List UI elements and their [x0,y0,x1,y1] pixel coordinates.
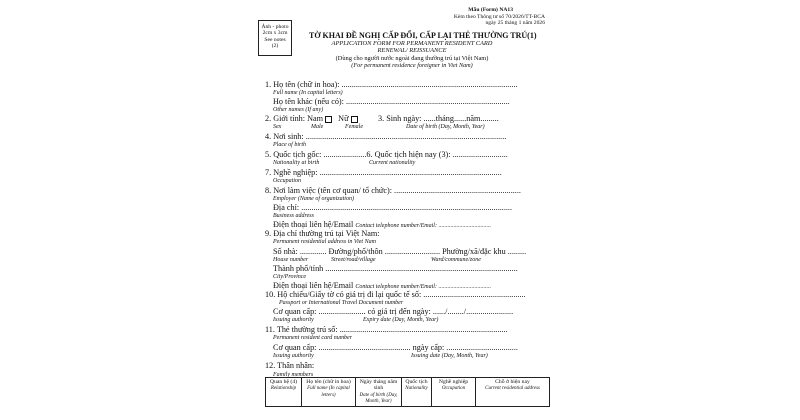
field-street-en: Street/road/village [331,257,376,263]
field-house-street-ward[interactable]: Số nhà: ............. Đường/phố/thôn ........................... Phường/xã/đặc khu ......... [273,247,527,256]
form-note-vi: (Dùng cho người nước ngoài đang thường trú tại Việt Nam) [335,55,489,62]
form-code: Mẫu (Form) NA13 Kèm theo Thông tư số 70/2026/TT-BCA ngày 25 tháng 1 năm 2026 [453,7,545,27]
field-card-authority-en: Issuing authority [273,353,314,359]
field-place-of-birth[interactable]: 4. Nơi sinh: .................................................................................................. [265,132,507,141]
female-checkbox[interactable] [351,116,358,123]
field-family: 12. Thân nhân: [265,361,315,370]
field-employer-en: Employer (Name of organization) [273,196,354,202]
family-table [265,377,550,407]
field-city[interactable]: Thành phố/tỉnh .............................................................................................. [273,264,518,273]
col-full-name: Họ tên (chữ in hoa) Full name (In capital letters) [302,378,356,407]
photo-box: Ảnh - photo 2cm x 3cm See notes (2) [258,20,292,56]
field-nationality[interactable]: 5. Quốc tịch gốc: .....................6. Quốc tịch hiện nay (3): ........................... [265,150,508,159]
field-business-address[interactable]: Địa chỉ: ....................................................................................................... [273,203,513,212]
field-female-en: Female [345,124,363,130]
field-employer[interactable]: 8. Nơi làm việc (tên cơ quan/ tổ chức): .............................................................. [265,186,521,195]
field-occupation[interactable]: 7. Nghề nghiệp: ......................................................................................... [265,168,502,177]
field-permanent-address-en: Permanent residential address in Viet Nam [273,239,376,245]
field-ward-en: Ward/commune/zone [431,257,481,263]
field-card-number[interactable]: 11. Thẻ thường trú số: .................................................................................. [265,325,508,334]
field-passport[interactable]: 10. Hộ chiếu/Giấy tờ có giá trị đi lại quốc tế số: .................................................. [265,290,526,299]
field-contact-1[interactable]: Điện thoại liên hệ/Email Contact telephone number/Email: ................................... [273,220,491,229]
field-card-number-en: Permanent resident card number [273,335,353,341]
col-relationship: Quan hệ (4) Relationship [266,378,302,407]
col-occupation: Nghề nghiệp Occupation [432,378,476,407]
field-issuing-date-en: Issuing date (Day, Month, Year) [411,353,488,359]
table-row [266,378,550,407]
field-place-of-birth-en: Place of birth [273,142,306,148]
col-address: Chỗ ở hiện nay Current residential address [476,378,550,407]
male-checkbox[interactable] [325,116,332,123]
field-dob-en: Date of birth (Day, Month, Year) [406,124,485,130]
form-title-vi: TỜ KHAI ĐỀ NGHỊ CẤP ĐỔI, CẤP LẠI THẺ THƯỜNG TRÚ(1) [309,31,537,40]
field-sex-en: Sex [273,124,282,130]
field-passport-authority-en: Issuing authority [273,317,314,323]
field-contact-2[interactable]: Điện thoại liên hệ/Email Contact telephone number/Email: ................................... [273,281,491,290]
field-house-en: House number [273,257,309,263]
col-dob: Ngày tháng năm sinh Date of birth (Day, Month, Year) [356,378,402,407]
field-passport-authority[interactable]: Cơ quan cấp: ....................... có giá trị đến ngày: ....../......../....................... [273,307,514,316]
field-occupation-en: Occupation [273,178,301,184]
form-title-en-2: RENEWAL/ REISSUANCE [377,47,447,54]
field-male-en: Male [311,124,324,130]
form-title-en-1: APPLICATION FORM FOR PERMANENT RESIDENT CARD [331,40,493,47]
field-expiry-en: Expiry date (Day, Month, Year) [363,317,439,323]
field-current-nationality-en: Current nationality [369,160,416,166]
field-nationality-birth-en: Nationality at birth [273,160,320,166]
field-passport-en: Passport or International Travel Document number [279,300,404,306]
field-permanent-address: 9. Địa chỉ thường trú tại Việt Nam: [265,229,380,238]
field-dob[interactable]: 3. Sinh ngày: ......tháng......năm......... [378,114,499,123]
field-full-name-en: Full name (In capital letters) [273,90,343,96]
field-other-names[interactable]: Họ tên khác (nếu có): ................................................................................ [273,97,510,106]
field-card-authority[interactable]: Cơ quan cấp: ............................................. ngày cấp: ................................... [273,343,518,352]
field-family-en: Family members [273,372,314,378]
field-other-names-en: Other names (If any) [273,107,324,113]
field-business-address-en: Business address [273,213,314,219]
field-full-name[interactable]: 1. Họ tên (chữ in hoa): ...................................................................................... [265,80,518,89]
field-sex: 2. Giới tính: Nam Nữ [265,115,358,123]
col-nationality: Quốc tịch Nationality [402,378,432,407]
field-city-en: City/Province [273,274,307,280]
form-note-en: (For permanent residence foreigner in Viet Nam) [351,62,473,69]
form-page [251,6,549,418]
